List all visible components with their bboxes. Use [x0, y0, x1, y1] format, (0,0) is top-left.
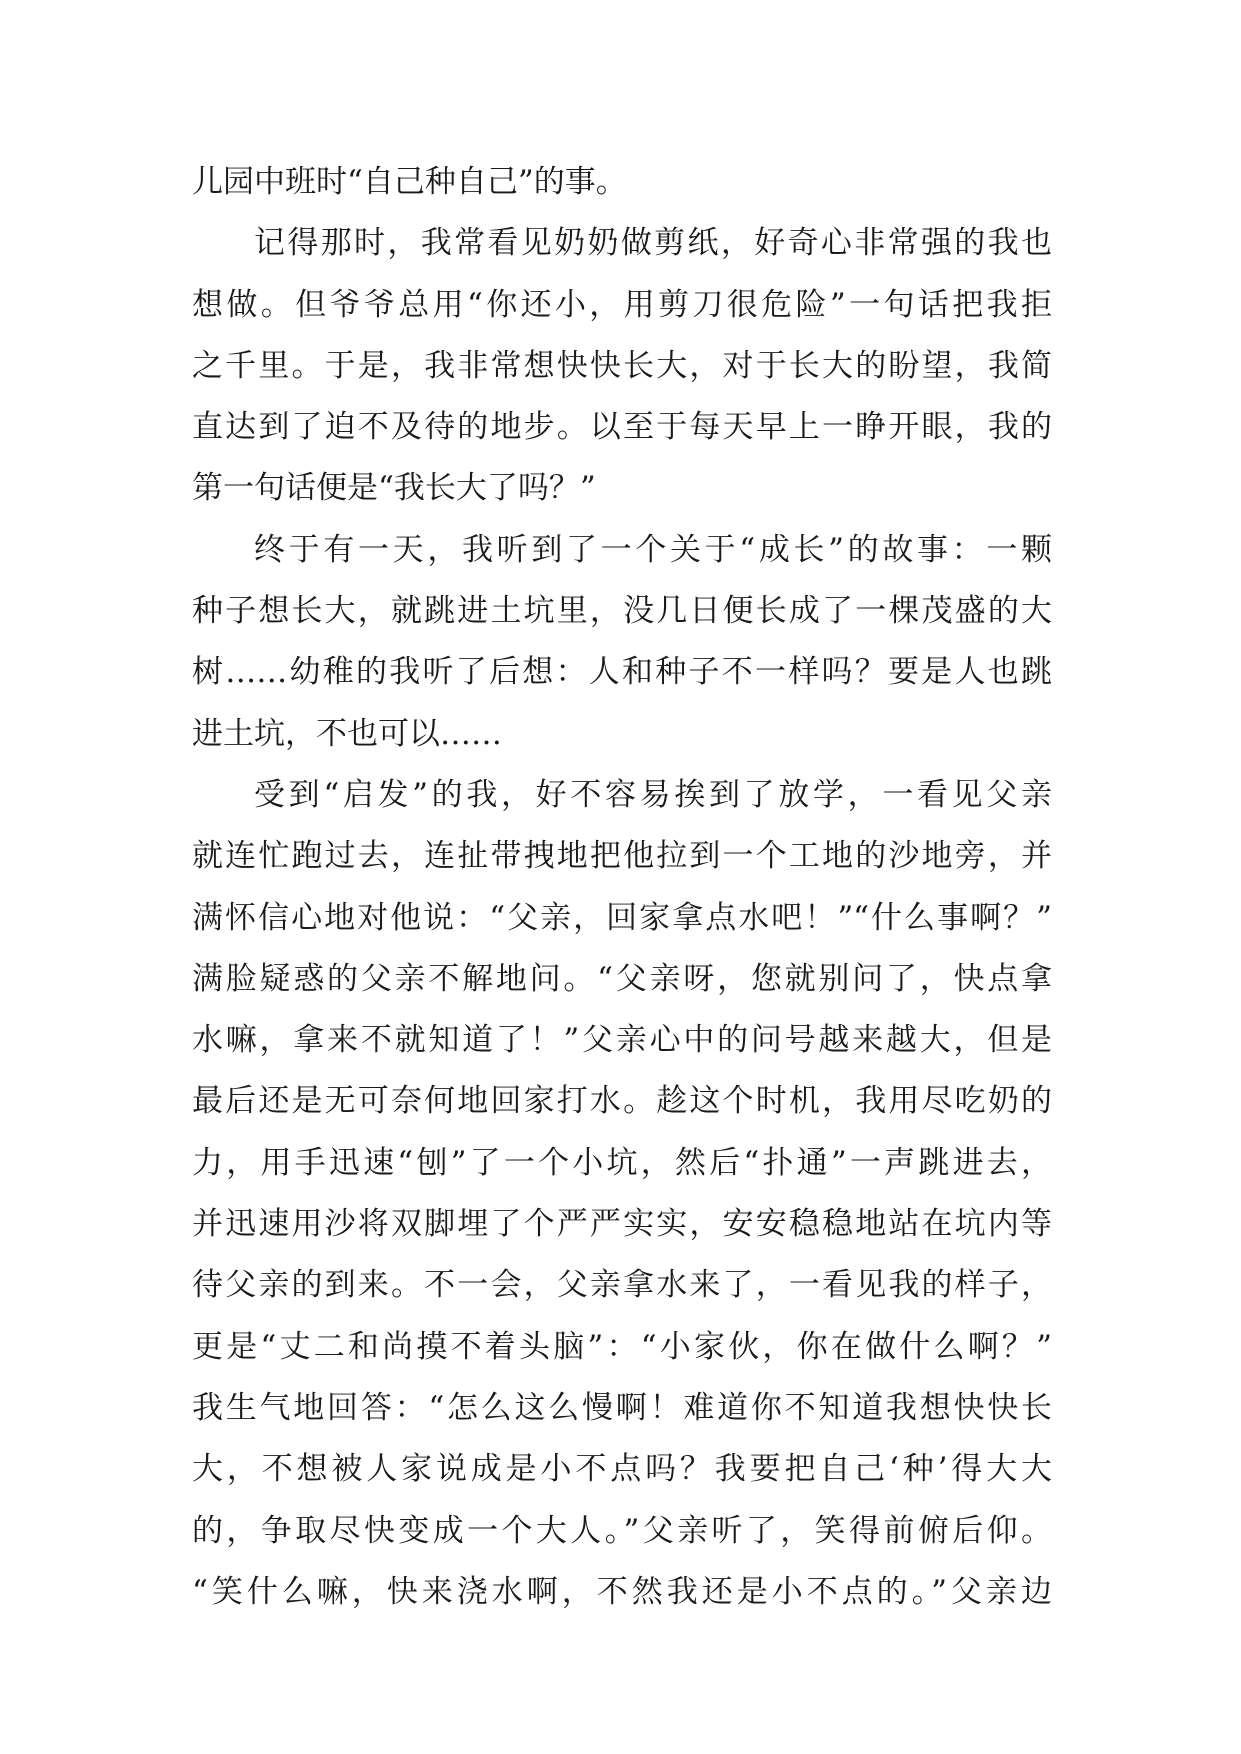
text-line: 我生气地回答：“怎么这么慢啊！难道你不知道我想快快长	[192, 1389, 1052, 1426]
text-line: 进土坑，不也可以……	[192, 715, 502, 752]
paragraph-start-line: 受到“启发”的我，好不容易挨到了放学，一看见父亲	[254, 776, 1052, 813]
text-line: 种子想长大，就跳进土坑里，没几日便长成了一棵茂盛的大	[192, 593, 1052, 630]
text-line: 儿园中班时“自己种自己”的事。	[192, 164, 627, 200]
text-line: 之千里。于是，我非常想快快长大，对于长大的盼望，我简	[192, 347, 1052, 384]
text-line: 大，不想被人家说成是小不点吗？我要把自己‘种’得大大	[192, 1451, 1052, 1488]
text-line: 更是“丈二和尚摸不着头脑”：“小家伙，你在做什么啊？”	[192, 1328, 1052, 1365]
essay-body	[192, 152, 1052, 1623]
paragraph-start-line: 记得那时，我常看见奶奶做剪纸，好奇心非常强的我也	[254, 225, 1052, 262]
text-line: 直达到了迫不及待的地步。以至于每天早上一睁开眼，我的	[192, 409, 1052, 446]
text-line: 最后还是无可奈何地回家打水。趁这个时机，我用尽吃奶的	[192, 1083, 1052, 1120]
text-line: 待父亲的到来。不一会，父亲拿水来了，一看见我的样子，	[192, 1267, 1052, 1304]
paragraph-start-line: 终于有一天，我听到了一个关于“成长”的故事：一颗	[254, 531, 1052, 568]
text-line: 满怀信心地对他说：“父亲，回家拿点水吧！”“什么事啊？”	[192, 899, 1052, 936]
text-line: 树……幼稚的我听了后想：人和种子不一样吗？要是人也跳	[192, 654, 1052, 691]
text-line: 水嘛，拿来不就知道了！”父亲心中的问号越来越大，但是	[192, 1022, 1052, 1059]
text-line: 并迅速用沙将双脚埋了个严严实实，安安稳稳地站在坑内等	[192, 1206, 1052, 1243]
text-line: 就连忙跑过去，连扯带拽地把他拉到一个工地的沙地旁，并	[192, 838, 1052, 875]
text-line: 力，用手迅速“刨”了一个小坑，然后“扑通”一声跳进去，	[192, 1144, 1052, 1181]
text-line: “笑什么嘛，快来浇水啊，不然我还是小不点的。”父亲边	[192, 1573, 1052, 1610]
text-line: 的，争取尽快变成一个大人。”父亲听了，笑得前俯后仰。	[192, 1512, 1052, 1549]
text-line: 满脸疑惑的父亲不解地问。“父亲呀，您就别问了，快点拿	[192, 960, 1052, 997]
text-line: 第一句话便是“我长大了吗？”	[192, 470, 596, 507]
text-line: 想做。但爷爷总用“你还小，用剪刀很危险”一句话把我拒	[192, 286, 1052, 323]
